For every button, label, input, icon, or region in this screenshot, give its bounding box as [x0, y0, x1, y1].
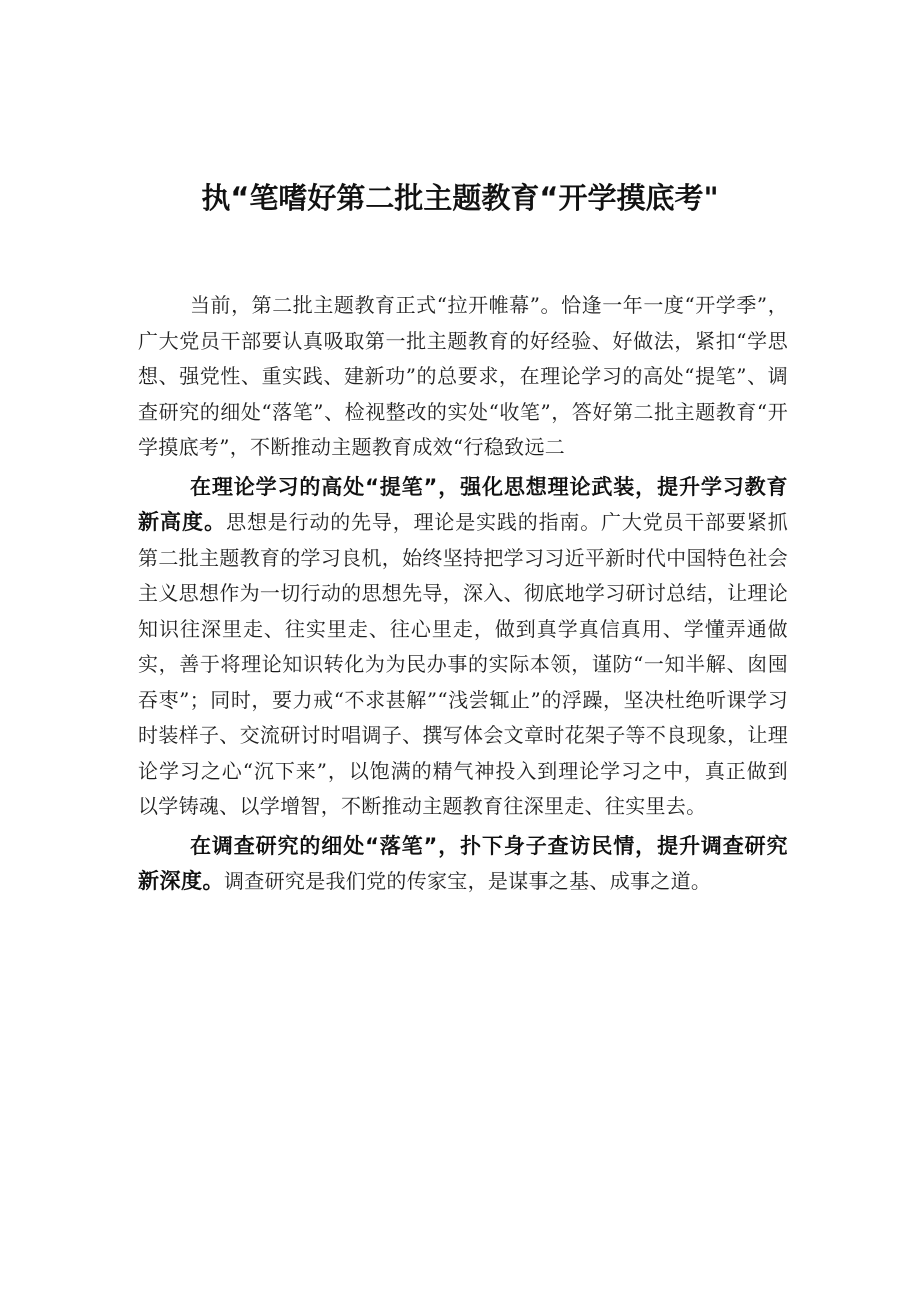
paragraph-investigation — [138, 829, 788, 900]
paragraph-text: 思想是行动的先导，理论是实践的指南。广大党员干部要紧抓第二批主题教育的学习良机，始终坚持把学习习近平新时代中国特色社会主义思想作为一切行动的思想先导，深入、彻底地学习研讨总结，让理论知识往深里走、往实里走、往心里走，做到真学真信真用、学懂弄通做实，善于将理论知识转化为为民办事的实际本领，谨防“一知半解、囱囤吞枣”；同时，要力戒“不求甚解”“浅尝辄止”的浮躁，坚决杜绝听课学习时装样子、交流研讨时唱调子、撰写体会文章时花架子等不良现象，让理论学习之心“沉下来”，以饱满的精气神投入到理论学习之中，真正做到以学铸魂、以学增智，不断推动主题教育往深里走、往实里去。 — [138, 510, 788, 818]
paragraph-text: 当前，第二批主题教育正式“拉开帷幕”。恰逢一年一度“开学季”，广大党员干部要认真吸取第一批主题教育的好经验、好做法，紧扣“学思想、强党性、重实践、建新功”的总要求，在理论学习的高处“提笔”、调查研究的细处“落笔”、检视整改的实处“收笔”，答好第二批主题教育“开学摸底考”，不断推动主题教育成效“行稳致远二 — [138, 293, 788, 459]
paragraph-intro — [138, 288, 788, 466]
paragraph-lead: 在调查研究的细处“落笔”，扑下身子查访民情，提升调查研究新深度。 — [138, 833, 788, 893]
paragraph-text: 调查研究是我们党的传家宝，是谋事之基、成事之道。 — [224, 869, 712, 893]
document-title: 执“笔嗜好第二批主题教育“开学摸底考" — [201, 181, 719, 215]
document-body — [138, 288, 788, 900]
paragraph-theory-study — [138, 470, 788, 825]
paragraph-lead: 在理论学习的高处“提笔”，强化思想理论武装，提升学习教育新高度。 — [138, 474, 788, 534]
